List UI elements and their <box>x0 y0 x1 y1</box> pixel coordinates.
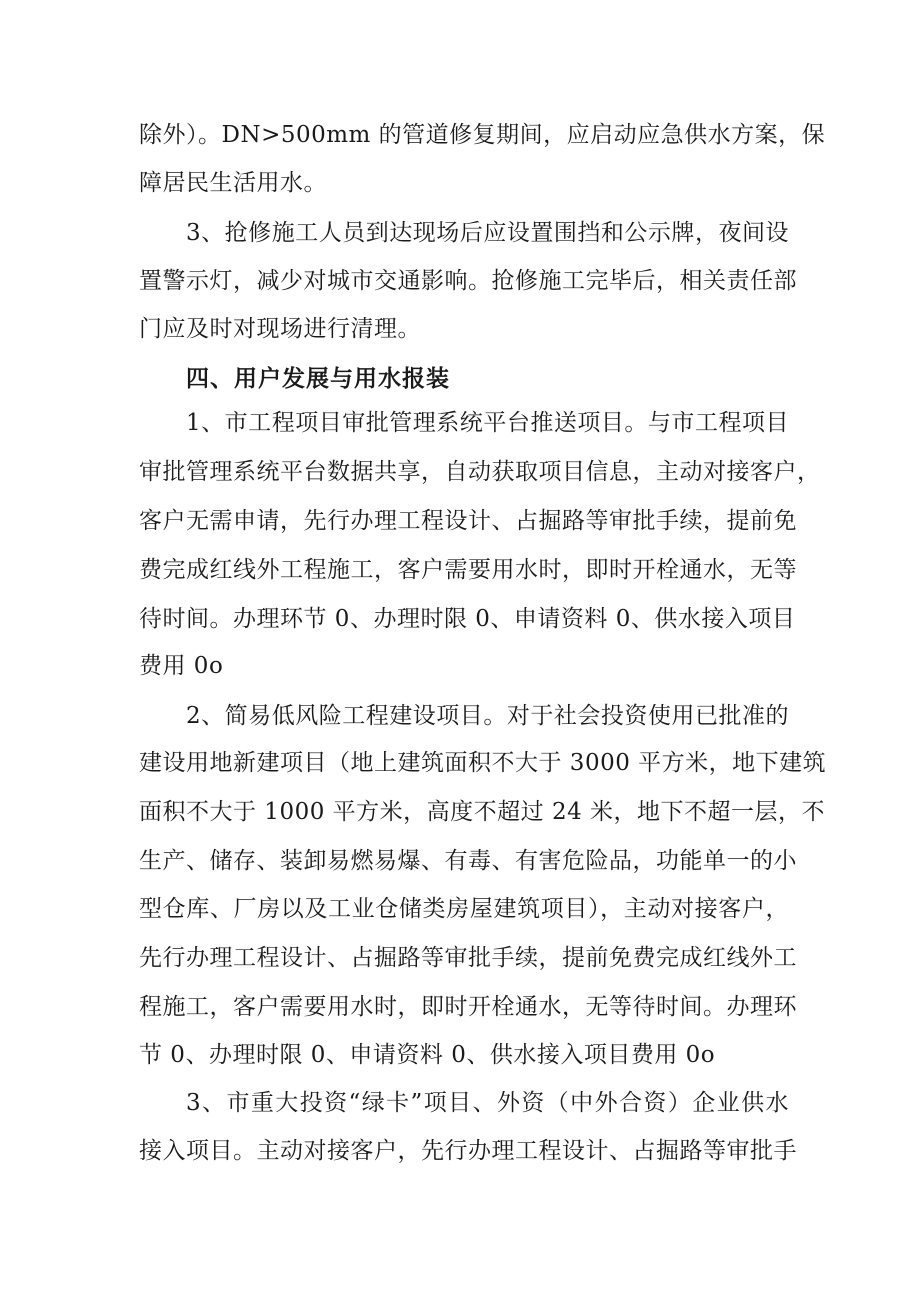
paragraph-line: 1、市工程项目审批管理系统平台推送项目。与市工程项目 <box>186 410 789 436</box>
paragraph-line: 3、市重大投资“绿卡”项目、外资（中外合资）企业供水 <box>186 1090 789 1116</box>
paragraph-line: 面积不大于 1000 平方米，高度不超过 24 米，地下不超一层，不 <box>139 799 826 825</box>
section-heading: 四、用户发展与用水报装 <box>186 366 450 392</box>
paragraph-line: 先行办理工程设计、占掘路等审批手续，提前免费完成红线外工 <box>139 945 797 971</box>
paragraph-line: 障居民生活用水。 <box>139 170 327 196</box>
paragraph-line: 客户无需申请，先行办理工程设计、占掘路等审批手续，提前免 <box>139 508 797 534</box>
paragraph-line: 待时间。办理环节 0、办理时限 0、申请资料 0、供水接入项目 <box>139 606 796 632</box>
paragraph-line: 3、抢修施工人员到达现场后应设置围挡和公示牌，夜间设 <box>186 220 789 246</box>
paragraph-line: 程施工，客户需要用水时，即时开栓通水，无等待时间。办理环 <box>139 994 797 1020</box>
paragraph-line: 门应及时对现场进行清理。 <box>139 316 421 342</box>
paragraph-line: 置警示灯，减少对城市交通影响。抢修施工完毕后，相关责任部 <box>139 268 797 294</box>
paragraph-line: 2、简易低风险工程建设项目。对于社会投资使用已批准的 <box>186 703 789 729</box>
paragraph-line: 生产、储存、装卸易燃易爆、有毒、有害危险品，功能单一的小 <box>139 848 797 874</box>
paragraph-line: 费完成红线外工程施工，客户需要用水时，即时开栓通水，无等 <box>139 557 797 583</box>
paragraph-line: 接入项目。主动对接客户，先行办理工程设计、占掘路等审批手 <box>139 1138 797 1164</box>
paragraph-line: 费用 0o <box>139 653 224 679</box>
paragraph-line: 建设用地新建项目（地上建筑面积不大于 3000 平方米，地下建筑 <box>139 750 827 776</box>
paragraph-line: 审批管理系统平台数据共享，自动获取项目信息，主动对接客户， <box>139 459 821 485</box>
paragraph-line: 型仓库、厂房以及工业仓储类房屋建筑项目），主动对接客户， <box>139 896 789 922</box>
paragraph-line: 节 0、办理时限 0、申请资料 0、供水接入项目费用 0o <box>139 1042 716 1068</box>
paragraph-line: 除外）。DN>500mm 的管道修复期间，应启动应急供水方案，保 <box>139 122 826 148</box>
